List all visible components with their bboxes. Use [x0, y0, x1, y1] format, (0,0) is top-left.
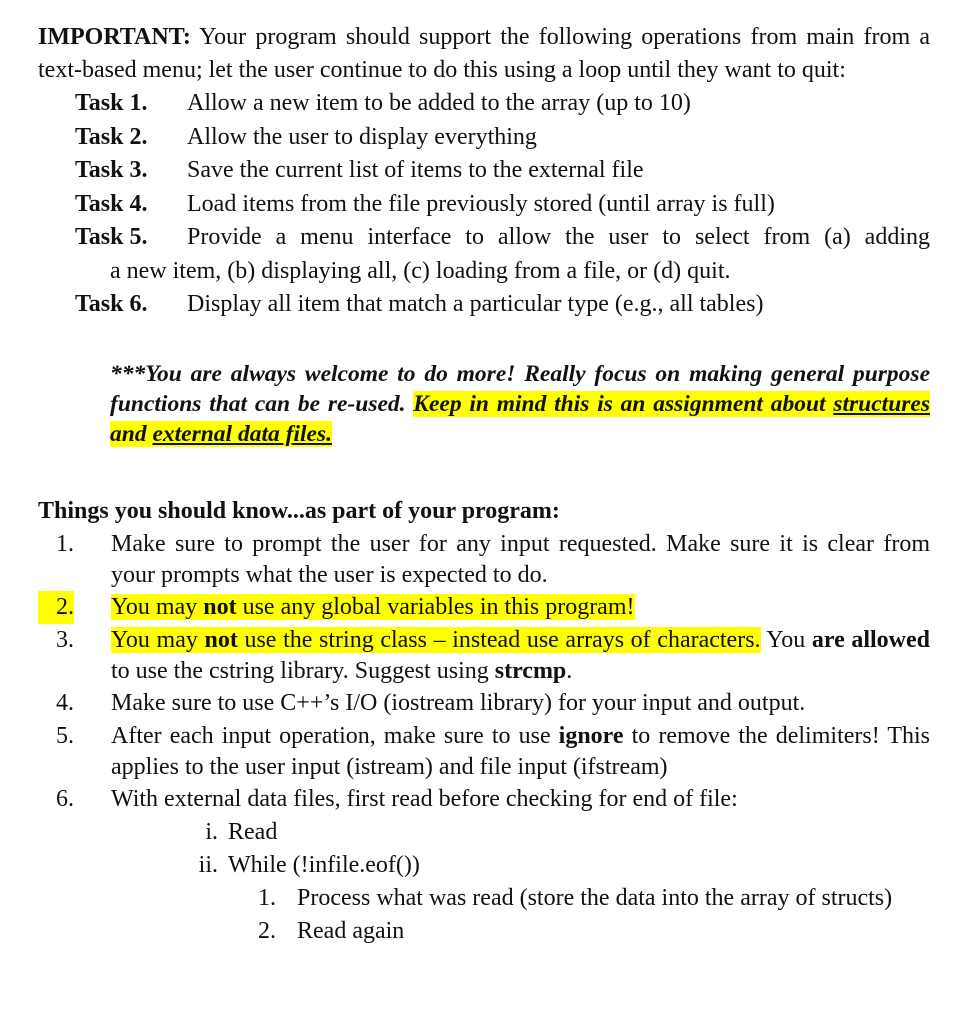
text-run: You may	[111, 627, 198, 653]
task-list	[38, 87, 930, 321]
list-text: Make sure to use C++’s I/O (iostream library) for your input and output.	[111, 690, 806, 716]
list-item	[38, 591, 930, 624]
sub-list-item	[38, 816, 930, 849]
task-text: Save the current list of items to the external file	[187, 157, 644, 183]
task-label: Task 5.	[75, 224, 148, 250]
bold-run: not	[203, 594, 237, 620]
note-text: ***You are always welcome to do more! Really focus on making general purpose functions that can be re-used.	[110, 361, 930, 417]
highlight-span	[111, 627, 761, 653]
text-run: You	[766, 627, 806, 653]
sub-sub-list-item	[38, 882, 930, 915]
document-page	[38, 21, 930, 948]
list-number: 6.	[56, 786, 74, 812]
list-number: 4.	[56, 690, 74, 716]
intro-text: Your program should support the following operations from main from a text-based menu; let the user continue to do this using a loop until they want to quit:	[38, 24, 930, 83]
sub-sub-list-item	[38, 915, 930, 948]
sub-list-text: While (!infile.eof())	[228, 852, 420, 878]
list-number: 3.	[56, 627, 74, 653]
list-item	[38, 528, 930, 591]
task-text: Provide a menu interface to allow the user to select from (a) adding	[187, 224, 930, 250]
important-label: IMPORTANT:	[38, 24, 191, 50]
task-text: Display all item that match a particular type (e.g., all tables)	[187, 290, 764, 317]
task-text: Load items from the file previously stored (until array is full)	[187, 190, 775, 217]
intro-paragraph	[38, 21, 930, 87]
task-text: Allow a new item to be added to the array (up to 10)	[187, 90, 691, 116]
list-text	[111, 721, 930, 783]
task-label: Task 4.	[75, 190, 148, 217]
task-item	[38, 188, 930, 222]
task-item	[38, 154, 930, 188]
highlight-span	[111, 594, 635, 620]
task-text: Allow the user to display everything	[187, 123, 537, 150]
task-label: Task 1.	[75, 90, 148, 116]
list-item	[38, 720, 930, 783]
section-heading: Things you should know...as part of your program:	[38, 498, 560, 524]
note-structures: structures	[833, 391, 930, 417]
sub-list-text: Read	[228, 819, 278, 845]
requirements-list	[38, 528, 930, 948]
task-label: Task 3.	[75, 157, 148, 183]
bold-run: ignore	[558, 723, 624, 749]
sub-sub-list-text: Read again	[297, 918, 405, 944]
sub-list-number: i.	[205, 819, 218, 845]
list-item	[38, 783, 930, 816]
note-and: and	[110, 421, 147, 447]
list-item	[38, 624, 930, 687]
text-run: After each input operation, make sure to use	[111, 723, 551, 749]
list-text: Make sure to prompt the user for any input requested. Make sure it is clear from your prompts what the user is expected to do.	[111, 531, 930, 588]
text-run: .	[566, 658, 573, 684]
list-number: 2.	[38, 591, 74, 624]
list-text	[74, 592, 930, 623]
note-external-files: external data files.	[152, 421, 332, 447]
bold-run: not	[204, 627, 238, 653]
text-run: to use the cstring library. Suggest using	[111, 658, 489, 684]
sub-list-number: ii.	[198, 852, 218, 878]
task-label: Task 6.	[75, 290, 148, 317]
text-run: to remove the delimiters! This applies to the user input (istream) and file input (ifstream)	[111, 723, 931, 780]
sub-sub-list-text: Process what was read (store the data into the array of structs)	[297, 885, 893, 911]
task-item	[38, 288, 930, 322]
text-run: use the string class – instead use arrays of characters.	[244, 627, 761, 653]
sub-sub-list-number: 1.	[258, 885, 276, 911]
note-highlight-text: Keep in mind this is an assignment about	[413, 391, 826, 417]
bold-run: strcmp	[494, 658, 567, 684]
text-run: use any global variables in this program!	[242, 594, 635, 620]
list-text: With external data files, first read before checking for end of file:	[111, 786, 738, 812]
sub-sub-list-number: 2.	[258, 918, 276, 944]
task-item	[38, 221, 930, 255]
task-item	[38, 121, 930, 155]
text-run: You may	[111, 594, 198, 620]
list-text	[111, 625, 930, 687]
task-label: Task 2.	[75, 123, 148, 150]
note-paragraph	[110, 359, 930, 449]
list-number: 5.	[56, 723, 74, 749]
bold-run: are allowed	[811, 627, 931, 653]
list-number: 1.	[56, 531, 74, 557]
task-continuation: a new item, (b) displaying all, (c) loading from a file, or (d) quit.	[110, 257, 731, 284]
sub-list-item	[38, 849, 930, 882]
task-item	[38, 87, 930, 121]
list-item	[38, 687, 930, 720]
